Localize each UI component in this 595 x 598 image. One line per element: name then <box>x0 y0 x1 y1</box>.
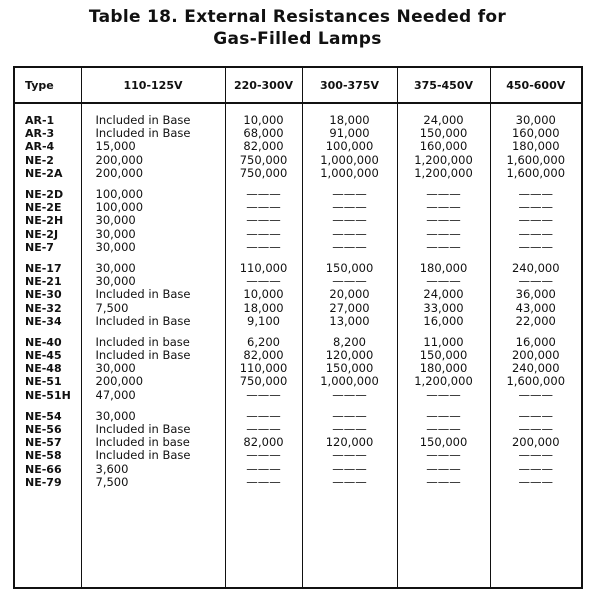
cell-res-110-125v: 30,000 <box>81 241 225 254</box>
cell-res-450-600v: ——— <box>490 228 581 241</box>
cell-res-300-375v: 1,000,000 <box>302 154 397 167</box>
spacer-cell <box>15 402 81 410</box>
cell-res-450-600v: 36,000 <box>490 288 581 301</box>
table-row <box>15 140 581 153</box>
cell-res-375-450v: 16,000 <box>397 315 490 328</box>
cell-res-375-450v: ——— <box>397 476 490 489</box>
cell-type: NE-21 <box>25 275 62 289</box>
table-row <box>15 476 581 489</box>
cell-res-220-300v: ——— <box>225 389 302 402</box>
cell-res-220-300v: ——— <box>225 423 302 436</box>
cell-res-375-450v: ——— <box>397 463 490 476</box>
table-row <box>15 275 581 288</box>
table-row <box>15 449 581 462</box>
cell-res-110-125v: 100,000 <box>81 201 225 214</box>
table-row <box>15 214 581 227</box>
cell-res-300-375v: 1,000,000 <box>302 375 397 388</box>
cell-type: NE-2D <box>25 188 64 202</box>
cell-res-220-300v: 82,000 <box>225 140 302 153</box>
cell-type: NE-40 <box>25 335 62 349</box>
spacer-cell <box>302 489 397 587</box>
cell-res-450-600v: 1,600,000 <box>490 154 581 167</box>
cell-res-110-125v: 30,000 <box>81 362 225 375</box>
cell-res-300-375v: ——— <box>302 228 397 241</box>
cell-res-375-450v: 1,200,000 <box>397 154 490 167</box>
column-header-300-375v: 300-375V <box>302 68 397 103</box>
cell-res-220-300v: ——— <box>225 410 302 423</box>
header-row <box>15 68 581 103</box>
cell-res-300-375v: ——— <box>302 275 397 288</box>
cell-res-220-300v: ——— <box>225 241 302 254</box>
cell-res-375-450v: ——— <box>397 214 490 227</box>
cell-res-220-300v: 82,000 <box>225 349 302 362</box>
cell-res-300-375v: 120,000 <box>302 349 397 362</box>
cell-res-375-450v: 150,000 <box>397 436 490 449</box>
cell-res-220-300v: 750,000 <box>225 167 302 180</box>
cell-res-375-450v: ——— <box>397 201 490 214</box>
cell-res-375-450v: ——— <box>397 275 490 288</box>
cell-res-450-600v: ——— <box>490 214 581 227</box>
cell-res-110-125v: 30,000 <box>81 410 225 423</box>
cell-res-375-450v: 150,000 <box>397 127 490 140</box>
cell-res-110-125v: 7,500 <box>81 301 225 314</box>
spacer-cell <box>490 489 581 587</box>
table-row <box>15 127 581 140</box>
table-title <box>0 6 595 50</box>
cell-res-300-375v: ——— <box>302 241 397 254</box>
cell-type: NE-51 <box>25 375 62 389</box>
cell-res-450-600v: 160,000 <box>490 127 581 140</box>
table-title-line-1: Table 18. External Resistances Needed for <box>88 7 507 27</box>
cell-type: AR-4 <box>25 140 55 154</box>
table-row <box>15 389 581 402</box>
table-row <box>15 228 581 241</box>
cell-type: NE-54 <box>25 409 62 423</box>
column-header-type: Type <box>15 68 81 103</box>
cell-res-375-450v: 1,200,000 <box>397 167 490 180</box>
table-row <box>15 349 581 362</box>
cell-res-300-375v: ——— <box>302 463 397 476</box>
table-row <box>15 362 581 375</box>
column-header-220-300v: 220-300V <box>225 68 302 103</box>
cell-res-450-600v: ——— <box>490 410 581 423</box>
cell-res-450-600v: 16,000 <box>490 336 581 349</box>
cell-res-375-450v: ——— <box>397 188 490 201</box>
cell-res-110-125v: Included in Base <box>81 315 225 328</box>
cell-type: NE-58 <box>25 449 62 463</box>
spacer-cell <box>15 328 81 336</box>
cell-res-110-125v: 200,000 <box>81 375 225 388</box>
cell-res-110-125v: 30,000 <box>81 214 225 227</box>
cell-res-450-600v: 22,000 <box>490 315 581 328</box>
cell-res-300-375v: 8,200 <box>302 336 397 349</box>
cell-res-450-600v: 200,000 <box>490 349 581 362</box>
table-row <box>15 463 581 476</box>
cell-res-110-125v: Included in Base <box>81 127 225 140</box>
cell-res-450-600v: ——— <box>490 201 581 214</box>
cell-res-300-375v: ——— <box>302 410 397 423</box>
cell-res-220-300v: 10,000 <box>225 114 302 127</box>
cell-type: NE-2 <box>25 153 54 167</box>
table-body <box>15 103 581 587</box>
cell-res-300-375v: ——— <box>302 214 397 227</box>
cell-res-220-300v: ——— <box>225 228 302 241</box>
table-row <box>15 262 581 275</box>
cell-type: NE-57 <box>25 436 62 450</box>
cell-res-220-300v: 10,000 <box>225 288 302 301</box>
cell-res-450-600v: 43,000 <box>490 301 581 314</box>
spacer-cell <box>15 489 81 587</box>
cell-res-450-600v: ——— <box>490 389 581 402</box>
table-row <box>15 241 581 254</box>
cell-type: NE-7 <box>25 240 54 254</box>
cell-res-450-600v: 240,000 <box>490 362 581 375</box>
cell-res-220-300v: ——— <box>225 214 302 227</box>
cell-res-110-125v: 7,500 <box>81 476 225 489</box>
cell-res-220-300v: ——— <box>225 188 302 201</box>
cell-type: AR-1 <box>25 114 55 128</box>
table-row <box>15 288 581 301</box>
cell-res-450-600v: ——— <box>490 463 581 476</box>
cell-res-450-600v: 1,600,000 <box>490 375 581 388</box>
table-row <box>15 336 581 349</box>
cell-type: NE-2A <box>25 166 63 180</box>
cell-res-220-300v: 18,000 <box>225 301 302 314</box>
spacer-cell <box>397 489 490 587</box>
cell-type: NE-51H <box>25 388 71 402</box>
cell-res-220-300v: 750,000 <box>225 375 302 388</box>
cell-res-375-450v: 180,000 <box>397 362 490 375</box>
cell-res-375-450v: 24,000 <box>397 288 490 301</box>
cell-res-300-375v: 20,000 <box>302 288 397 301</box>
cell-res-450-600v: 30,000 <box>490 114 581 127</box>
cell-res-375-450v: 150,000 <box>397 349 490 362</box>
cell-res-375-450v: ——— <box>397 423 490 436</box>
cell-res-375-450v: 180,000 <box>397 262 490 275</box>
cell-res-450-600v: 240,000 <box>490 262 581 275</box>
spacer-cell <box>15 254 81 262</box>
cell-res-220-300v: 110,000 <box>225 262 302 275</box>
cell-type: NE-32 <box>25 301 62 315</box>
cell-res-300-375v: 120,000 <box>302 436 397 449</box>
spacer-cell <box>15 180 81 188</box>
row-spacer <box>15 489 581 587</box>
cell-res-220-300v: ——— <box>225 476 302 489</box>
cell-res-450-600v: ——— <box>490 476 581 489</box>
cell-res-110-125v: 15,000 <box>81 140 225 153</box>
cell-res-300-375v: 150,000 <box>302 362 397 375</box>
cell-res-220-300v: ——— <box>225 275 302 288</box>
cell-type: NE-34 <box>25 314 62 328</box>
cell-res-220-300v: 68,000 <box>225 127 302 140</box>
table-title-line-2: Gas-Filled Lamps <box>213 29 382 49</box>
table-row <box>15 423 581 436</box>
cell-res-375-450v: ——— <box>397 241 490 254</box>
cell-res-220-300v: ——— <box>225 463 302 476</box>
cell-type: NE-2E <box>25 201 62 215</box>
cell-type: AR-3 <box>25 127 55 141</box>
column-header-375-450v: 375-450V <box>397 68 490 103</box>
cell-res-450-600v: ——— <box>490 241 581 254</box>
cell-type: NE-2J <box>25 227 59 241</box>
cell-res-300-375v: ——— <box>302 476 397 489</box>
cell-res-375-450v: ——— <box>397 410 490 423</box>
cell-type: NE-17 <box>25 261 62 275</box>
table-row <box>15 410 581 423</box>
cell-type: NE-56 <box>25 423 62 437</box>
cell-res-375-450v: ——— <box>397 449 490 462</box>
cell-type: NE-2H <box>25 214 64 228</box>
cell-res-375-450v: 1,200,000 <box>397 375 490 388</box>
cell-res-375-450v: 33,000 <box>397 301 490 314</box>
table-row <box>15 114 581 127</box>
table-row <box>15 167 581 180</box>
cell-res-375-450v: 160,000 <box>397 140 490 153</box>
spacer-cell <box>225 489 302 587</box>
cell-res-110-125v: Included in Base <box>81 114 225 127</box>
cell-res-110-125v: Included in Base <box>81 288 225 301</box>
cell-type: NE-48 <box>25 362 62 376</box>
table-row <box>15 188 581 201</box>
cell-res-110-125v: Included in base <box>81 336 225 349</box>
cell-res-300-375v: 150,000 <box>302 262 397 275</box>
cell-res-110-125v: 47,000 <box>81 389 225 402</box>
cell-res-110-125v: 3,600 <box>81 463 225 476</box>
table-row <box>15 154 581 167</box>
cell-res-220-300v: 82,000 <box>225 436 302 449</box>
cell-res-220-300v: 9,100 <box>225 315 302 328</box>
cell-res-450-600v: 200,000 <box>490 436 581 449</box>
cell-res-110-125v: Included in Base <box>81 449 225 462</box>
table-row <box>15 201 581 214</box>
cell-res-450-600v: ——— <box>490 449 581 462</box>
cell-type: NE-30 <box>25 288 62 302</box>
column-header-110-125v: 110-125V <box>81 68 225 103</box>
cell-res-450-600v: ——— <box>490 423 581 436</box>
cell-res-375-450v: ——— <box>397 228 490 241</box>
cell-res-300-375v: 13,000 <box>302 315 397 328</box>
cell-res-300-375v: ——— <box>302 188 397 201</box>
cell-res-110-125v: 200,000 <box>81 154 225 167</box>
spacer-cell <box>15 103 81 114</box>
cell-res-220-300v: ——— <box>225 449 302 462</box>
spacer-cell <box>81 489 225 587</box>
cell-type: NE-45 <box>25 349 62 363</box>
column-header-450-600v: 450-600V <box>490 68 581 103</box>
cell-res-110-125v: 200,000 <box>81 167 225 180</box>
cell-res-300-375v: 91,000 <box>302 127 397 140</box>
cell-res-300-375v: 100,000 <box>302 140 397 153</box>
cell-res-110-125v: 100,000 <box>81 188 225 201</box>
cell-res-110-125v: 30,000 <box>81 228 225 241</box>
table-row <box>15 436 581 449</box>
cell-res-300-375v: ——— <box>302 201 397 214</box>
cell-res-450-600v: ——— <box>490 188 581 201</box>
cell-res-450-600v: 1,600,000 <box>490 167 581 180</box>
cell-res-375-450v: ——— <box>397 389 490 402</box>
cell-res-110-125v: 30,000 <box>81 262 225 275</box>
cell-res-220-300v: 110,000 <box>225 362 302 375</box>
cell-res-300-375v: 1,000,000 <box>302 167 397 180</box>
cell-type: NE-79 <box>25 475 62 489</box>
cell-res-110-125v: 30,000 <box>81 275 225 288</box>
cell-res-300-375v: ——— <box>302 449 397 462</box>
cell-res-220-300v: 6,200 <box>225 336 302 349</box>
cell-res-110-125v: Included in Base <box>81 423 225 436</box>
cell-res-220-300v: ——— <box>225 201 302 214</box>
cell-res-300-375v: ——— <box>302 389 397 402</box>
cell-res-375-450v: 11,000 <box>397 336 490 349</box>
cell-type: NE-66 <box>25 462 62 476</box>
cell-res-450-600v: 180,000 <box>490 140 581 153</box>
resistance-table-grid <box>15 68 581 587</box>
cell-res-450-600v: ——— <box>490 275 581 288</box>
resistance-table <box>13 66 583 589</box>
cell-res-375-450v: 24,000 <box>397 114 490 127</box>
table-row <box>15 375 581 388</box>
cell-res-300-375v: ——— <box>302 423 397 436</box>
cell-res-300-375v: 27,000 <box>302 301 397 314</box>
cell-res-300-375v: 18,000 <box>302 114 397 127</box>
table-row <box>15 301 581 314</box>
table-row <box>15 315 581 328</box>
cell-res-110-125v: Included in base <box>81 436 225 449</box>
cell-res-220-300v: 750,000 <box>225 154 302 167</box>
cell-res-110-125v: Included in Base <box>81 349 225 362</box>
